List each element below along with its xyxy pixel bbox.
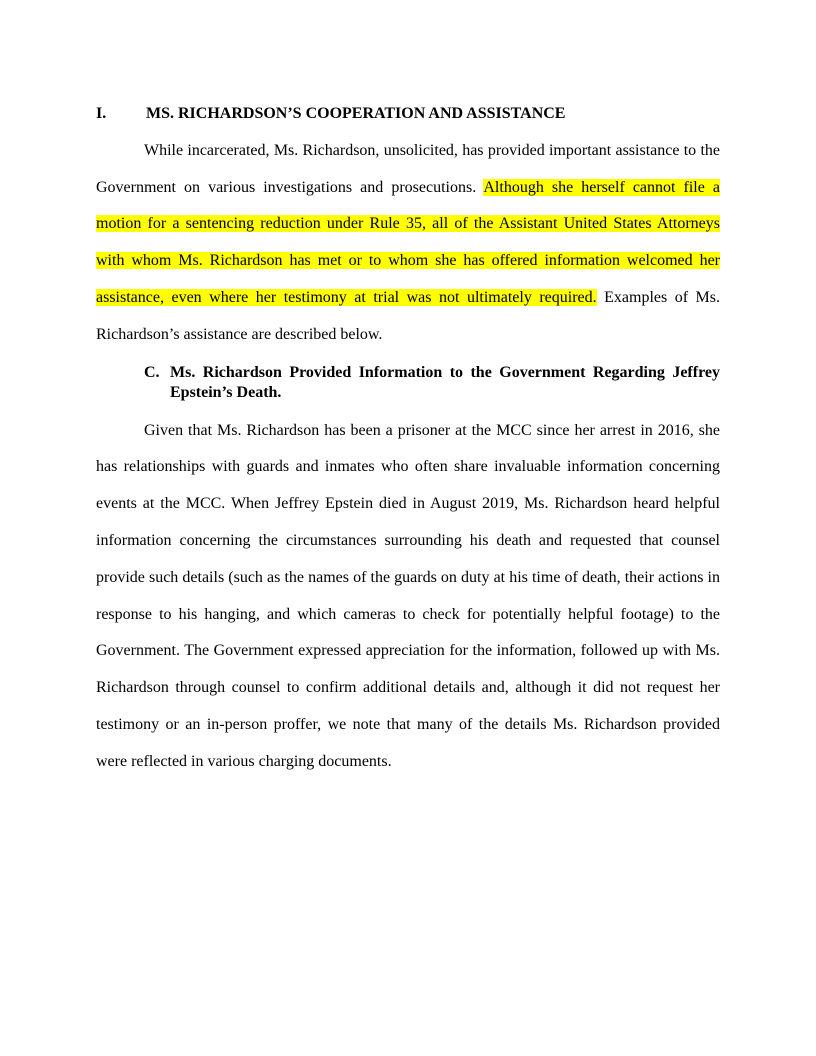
paragraph-cooperation-text-post: Examples of Ms. Richardson’s assistance are described below.: [96, 288, 720, 343]
paragraph-epstein-death: Given that Ms. Richardson has been a prisoner at the MCC since her arrest in 2016, she has relationships with guards and inmates who often share invaluable information concerning events at the MCC. When Jeffrey Epstein died in August 2019, Ms. Richardson heard helpful information concerning the circumstances surrounding his death and requested that counsel provide such details (such as the names of the guards on duty at his time of death, their actions in response to his hanging, and which cameras to check for potentially helpful footage) to the Government. The Government expressed appreciation for the information, followed up with Ms. Richardson through counsel to confirm additional details and, although it did not request her testimony or an in-person proffer, we note that many of the details Ms. Richardson provided were reflected in various charging documents.: [96, 421, 720, 770]
section-heading-number: I.: [96, 105, 107, 122]
subsection-heading: [144, 363, 720, 403]
paragraph-cooperation-text-pre: While incarcerated, Ms. Richardson, unsolicited, has provided important assistance to the Government on various investigations and prosecutions.: [96, 141, 720, 196]
highlighted-passage: Although she herself cannot file a motion for a sentencing reduction under Rule 35, all of the Assistant United States Attorneys with whom Ms. Richardson has met or to whom she has offered information welcomed her assistance, even where her testimony at trial was not ultimately required.: [96, 178, 721, 306]
section-heading: [96, 96, 720, 133]
section-heading-title: MS. RICHARDSON’S COOPERATION AND ASSISTANCE: [146, 105, 566, 122]
subsection-letter: C.: [144, 363, 160, 381]
subsection-title: Ms. Richardson Provided Information to the Government Regarding Jeffrey Epstein’s Death.: [170, 363, 720, 401]
paragraph-cooperation: [96, 133, 720, 354]
